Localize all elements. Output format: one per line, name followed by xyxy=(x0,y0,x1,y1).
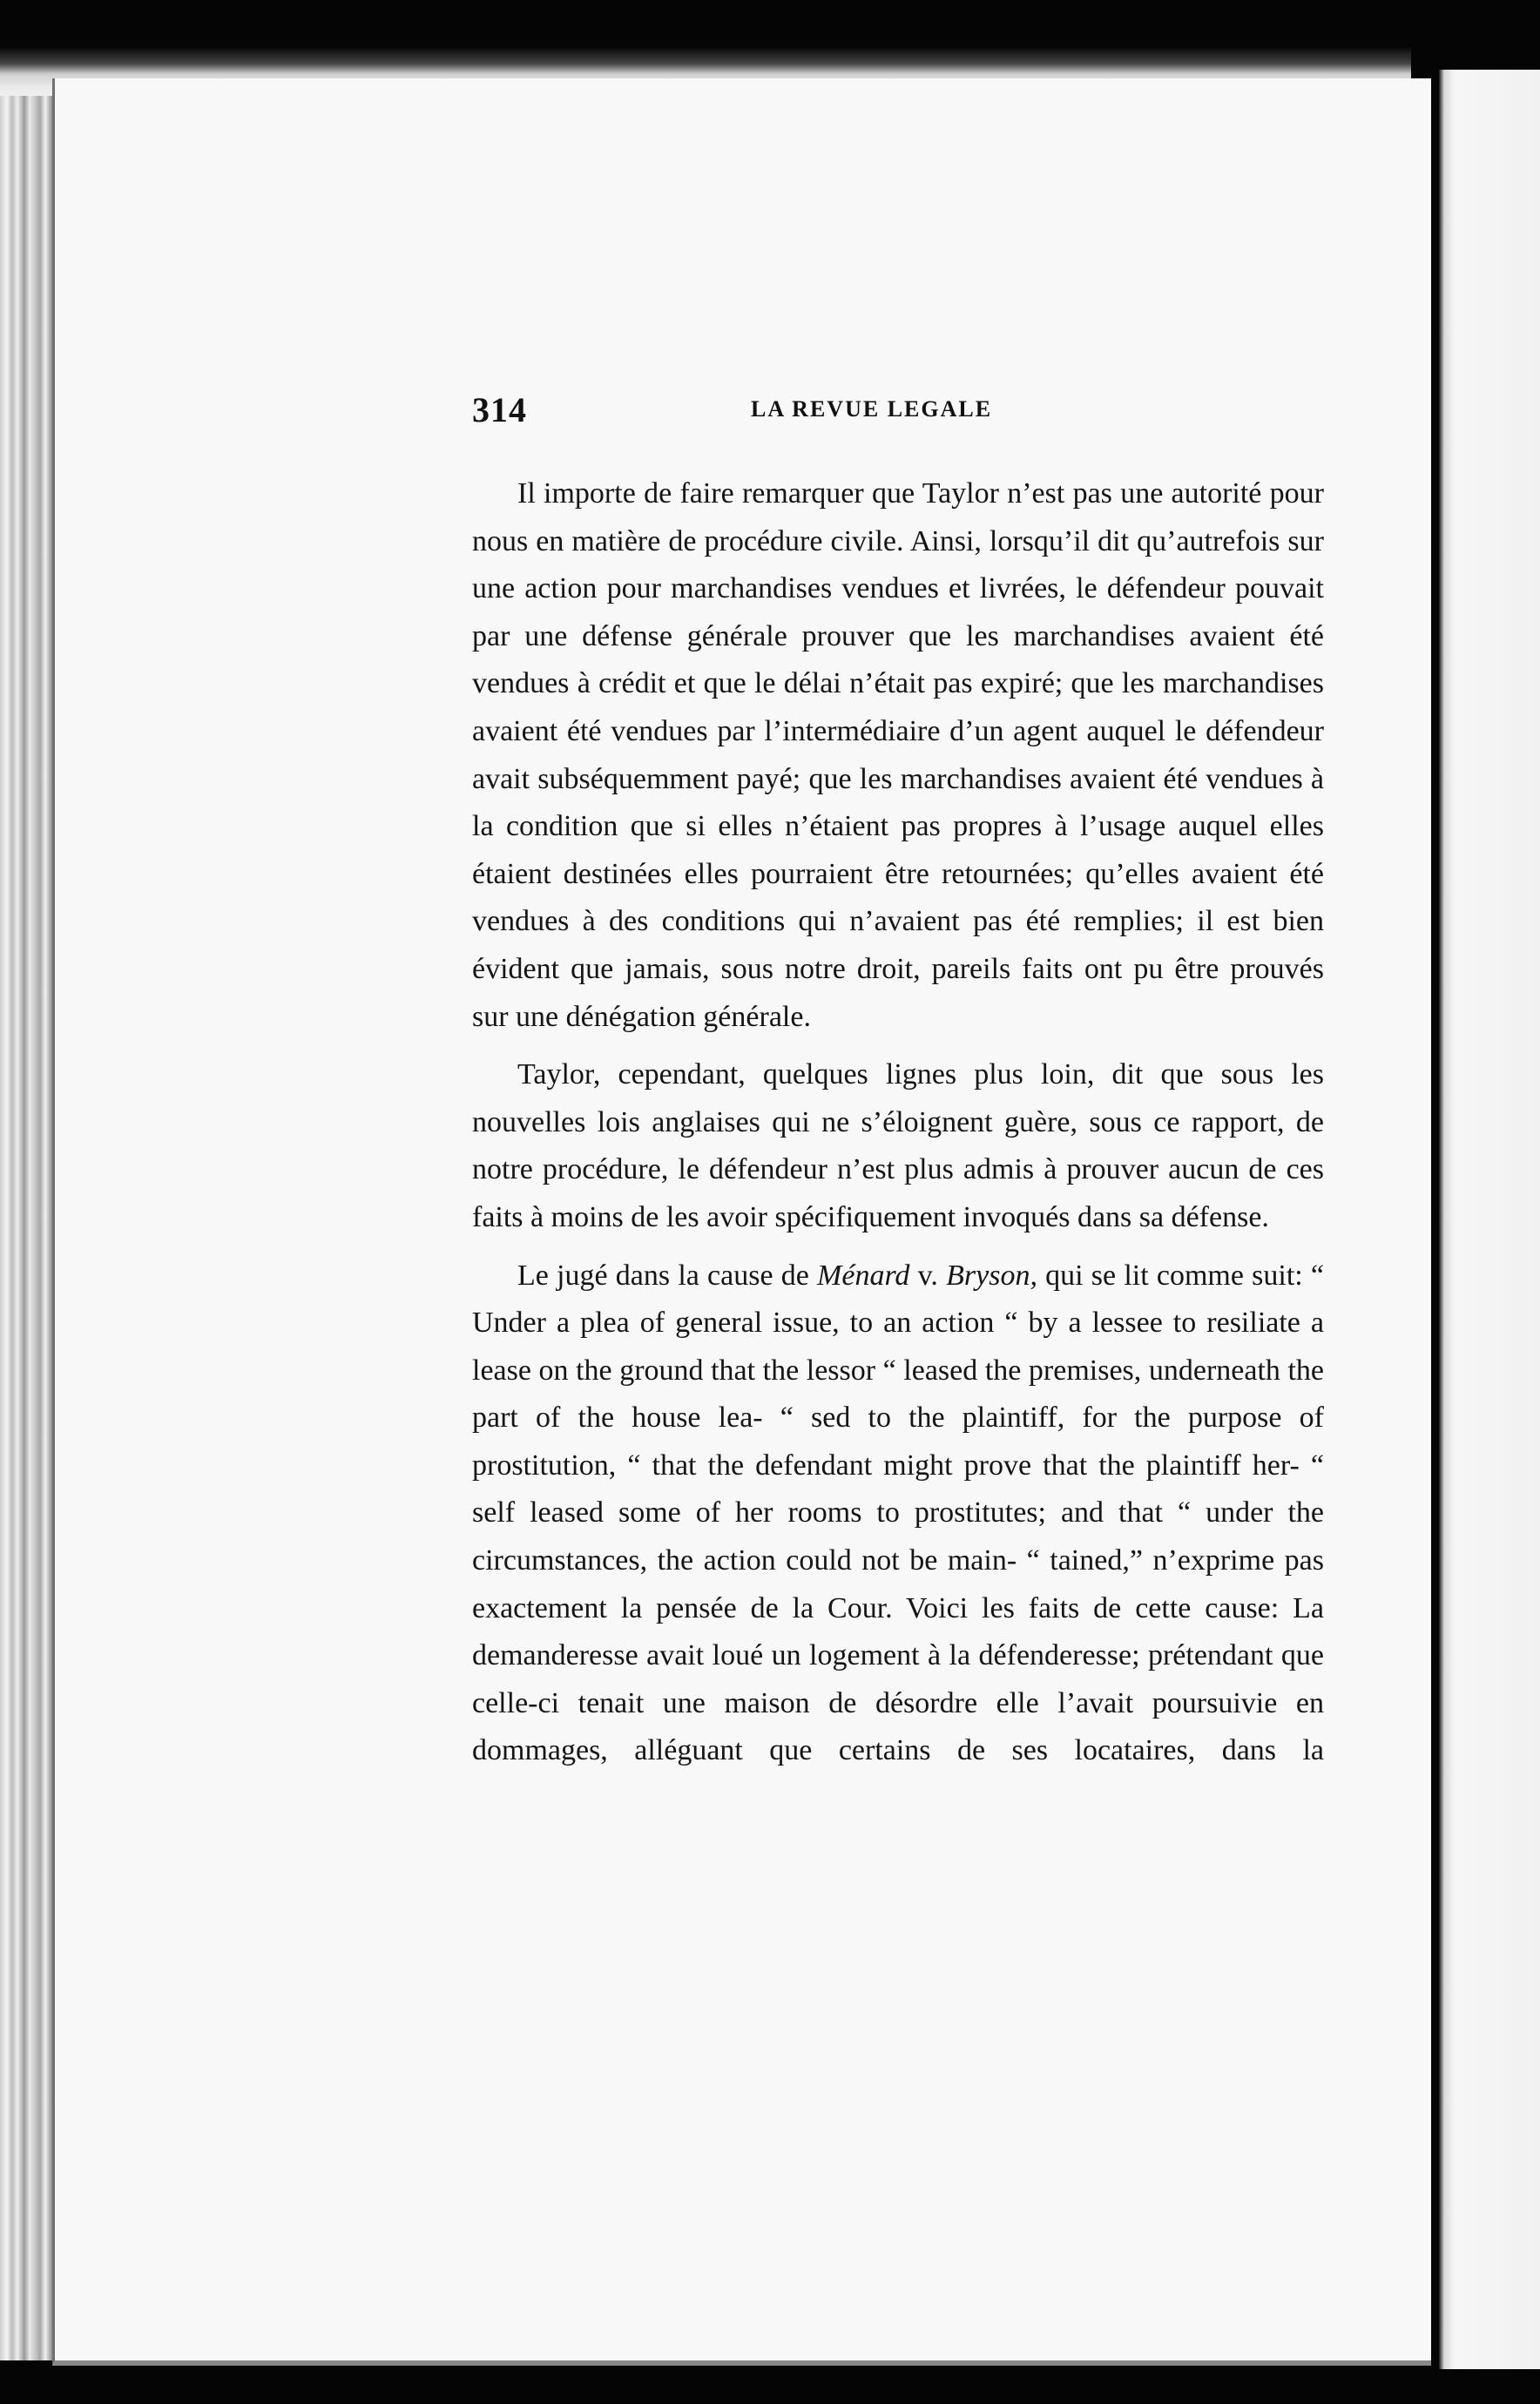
running-title: LA REVUE LEGALE xyxy=(751,396,993,422)
page-header xyxy=(472,389,1326,433)
paragraph-3 xyxy=(472,1253,1324,1776)
case-party-bryson: Bryson, xyxy=(946,1259,1037,1292)
body-text xyxy=(472,470,1324,1786)
page-number: 314 xyxy=(472,390,527,429)
versus-text: v. xyxy=(909,1259,947,1292)
case-party-menard: Ménard xyxy=(817,1259,910,1292)
paragraph-3-rest: qui se lit comme suit: “ Under a plea of general issue, to an action “ by a lessee to resiliate a lease on the ground that the lessor “ leased the premises, underneath the part of the house lea- “ sed to the plaintiff, for the purpose of prostitution, “ that the defendant might prove that the plaintiff her- “ self leased some of her rooms to prostitutes; and that “ under the circumstances, the action could not be main- “ tained,” n’exprime pas exactement la pensée de la Cour. Voici les faits de cette cause: La demanderesse avait loué un logement à la défenderesse; prétendant que celle-ci tenait une maison de désordre elle l’avait poursuivie en dommages, alléguant que certains de ses locataires, dans la xyxy=(472,1259,1325,1767)
facing-page-edge xyxy=(1439,70,1540,2369)
paragraph-3-lead: Le jugé dans la cause de xyxy=(517,1259,818,1292)
paragraph-2: Taylor, cependant, quelques lignes plus loin, dit que sous les nouvelles lois anglaises qui ne s’éloignent guère, sous ce rapport, de notre procédure, le défendeur n’est plus admis à prouver aucun de ces faits à moins de les avoir spécifiquement invoqués dans sa défense. xyxy=(472,1058,1324,1233)
paragraph-1: Il importe de faire remarquer que Taylor n’est pas une autorité pour nous en matière de procédure civile. Ainsi, lorsqu’il dit qu’autrefois sur une action pour marchandises vendues et livrées, le défendeur pouvait par une défense générale prouver que les marchandises avaient été vendues à crédit et que le délai n’était pas expiré; que les marchandises avaient été vendues par l’intermédiaire d’un agent auquel le défendeur avait subséquemment payé; que les marchandises avaient été vendues à la condition que si elles n’étaient pas propres à l’usage auquel elles étaient destinées elles pourraient être retournées; qu’elles avaient été vendues à des conditions qui n’avaient pas été remplies; il est bien évident que jamais, sous notre droit, pareils faits ont pu être prouvés sur une dénégation générale. xyxy=(472,477,1324,1033)
